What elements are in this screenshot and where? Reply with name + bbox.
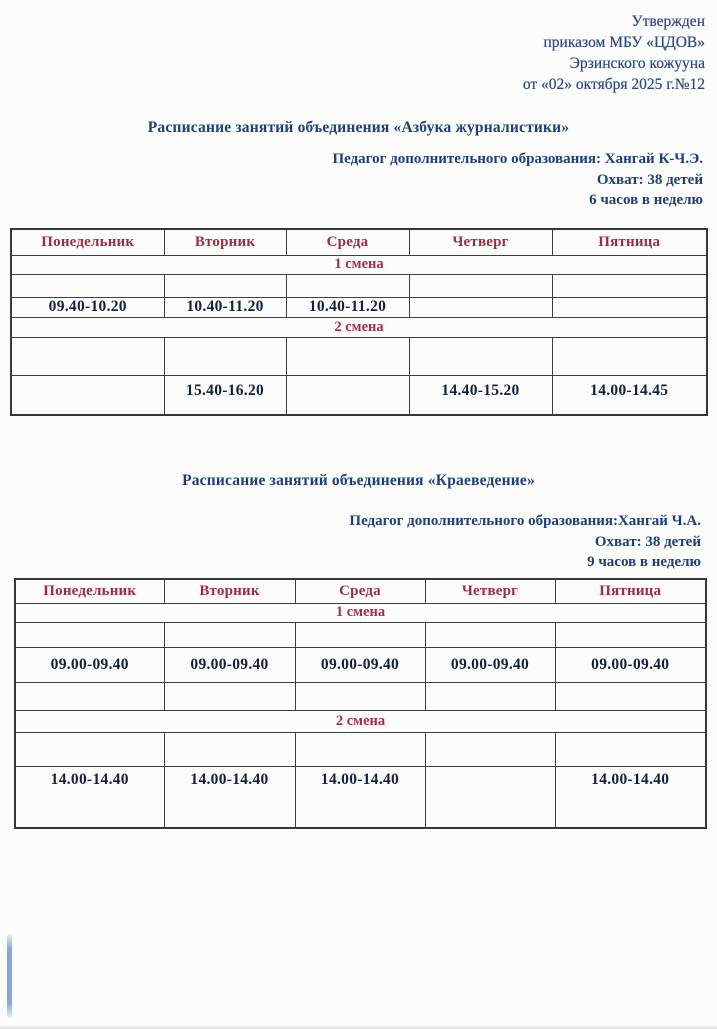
time-cell-monday: 09.00-09.40: [15, 647, 164, 682]
time-cell-monday: 09.40-10.20: [11, 297, 164, 317]
empty-cell: [555, 732, 706, 766]
empty-cell: [425, 682, 555, 710]
empty-cell: [425, 622, 555, 647]
section2-subtitle: [349, 511, 701, 573]
section1-teacher-line: Педагог дополнительного образования: Хангай К-Ч.Э.: [332, 151, 703, 167]
empty-cell: [11, 274, 164, 297]
time-cell-monday: 14.00-14.40: [15, 766, 164, 828]
day-header-monday: Понедельник: [15, 579, 164, 603]
time-cell-friday: [552, 297, 707, 317]
time-cell-friday: 09.00-09.40: [555, 647, 706, 682]
time-cell-wednesday: 10.40-11.20: [286, 297, 409, 317]
time-cell-tuesday: 15.40-16.20: [164, 375, 286, 415]
day-header-thursday: Четверг: [425, 579, 555, 603]
table1-empty-row: [11, 337, 707, 375]
empty-cell: [425, 732, 555, 766]
scan-bottom-edge: [0, 1025, 717, 1029]
section2-teacher-line: Педагог дополнительного образования:Хангай Ч.А.: [349, 513, 701, 529]
time-cell-tuesday: 09.00-09.40: [164, 647, 295, 682]
section1-coverage-line: Охват: 38 детей: [596, 171, 703, 188]
approval-line-4: от «02» октября 2025 г.№12: [522, 76, 705, 93]
section1-subtitle: [332, 149, 703, 211]
empty-cell: [409, 337, 552, 375]
empty-cell: [164, 732, 295, 766]
day-header-wednesday: Среда: [295, 579, 425, 603]
empty-cell: [164, 274, 286, 297]
empty-cell: [295, 682, 425, 710]
schedule-table-2: [14, 578, 707, 829]
empty-cell: [164, 682, 295, 710]
section1-title: Расписание занятий объединения «Азбука журналистики»: [147, 119, 570, 136]
empty-cell: [552, 337, 707, 375]
table1-day-header-row: [11, 229, 707, 255]
section2-coverage-line: Охват: 38 детей: [594, 533, 701, 550]
table2-empty-row: [15, 682, 706, 710]
table1-shift1-times-row: [11, 297, 707, 317]
approval-line-2: приказом МБУ «ЦДОВ»: [543, 34, 705, 51]
empty-cell: [15, 622, 164, 647]
time-cell-thursday: [409, 297, 552, 317]
table1-shift2-row: [11, 317, 707, 337]
time-cell-friday: 14.00-14.40: [555, 766, 706, 828]
empty-cell: [164, 337, 286, 375]
time-cell-tuesday: 14.00-14.40: [164, 766, 295, 828]
shift2-label: 2 смена: [15, 710, 706, 732]
table2-shift1-times-row: [15, 647, 706, 682]
empty-cell: [555, 682, 706, 710]
empty-cell: [295, 732, 425, 766]
approval-line-1: Утвержден: [631, 13, 705, 30]
table2-shift2-times-row: [15, 766, 706, 828]
empty-cell: [286, 337, 409, 375]
day-header-friday: Пятница: [552, 229, 707, 255]
time-cell-thursday: 14.40-15.20: [409, 375, 552, 415]
empty-cell: [15, 732, 164, 766]
shift1-label: 1 смена: [15, 603, 706, 622]
time-cell-wednesday: [286, 375, 409, 415]
day-header-thursday: Четверг: [409, 229, 552, 255]
time-cell-thursday: 09.00-09.40: [425, 647, 555, 682]
table2-shift2-row: [15, 710, 706, 732]
empty-cell: [11, 337, 164, 375]
day-header-wednesday: Среда: [286, 229, 409, 255]
time-cell-wednesday: 14.00-14.40: [295, 766, 425, 828]
section2-title: Расписание занятий объединения «Краеведение»: [182, 472, 535, 489]
time-cell-tuesday: 10.40-11.20: [164, 297, 286, 317]
scan-artifact-line: [7, 934, 12, 1018]
time-cell-monday: [11, 375, 164, 415]
empty-cell: [555, 622, 706, 647]
empty-cell: [164, 622, 295, 647]
empty-cell: [409, 274, 552, 297]
shift1-label: 1 смена: [11, 255, 707, 274]
day-header-tuesday: Вторник: [164, 579, 295, 603]
time-cell-friday: 14.00-14.45: [552, 375, 707, 415]
empty-cell: [286, 274, 409, 297]
approval-line-3: Эрзинского кожууна: [569, 55, 705, 72]
table1-shift2-times-row: [11, 375, 707, 415]
time-cell-wednesday: 09.00-09.40: [295, 647, 425, 682]
day-header-monday: Понедельник: [11, 229, 164, 255]
approval-block: [523, 11, 705, 95]
table1-empty-row: [11, 274, 707, 297]
empty-cell: [552, 274, 707, 297]
section2-hours-line: 9 часов в неделю: [587, 554, 701, 570]
empty-cell: [295, 622, 425, 647]
time-cell-thursday: [425, 766, 555, 828]
table1-shift1-row: [11, 255, 707, 274]
empty-cell: [15, 682, 164, 710]
shift2-label: 2 смена: [11, 317, 707, 337]
day-header-tuesday: Вторник: [164, 229, 286, 255]
schedule-table-1: [10, 228, 708, 416]
table2-shift1-row: [15, 603, 706, 622]
section1-hours-line: 6 часов в неделю: [589, 192, 703, 208]
table2-day-header-row: [15, 579, 706, 603]
table2-empty-row: [15, 622, 706, 647]
table2-empty-row: [15, 732, 706, 766]
day-header-friday: Пятница: [555, 579, 706, 603]
